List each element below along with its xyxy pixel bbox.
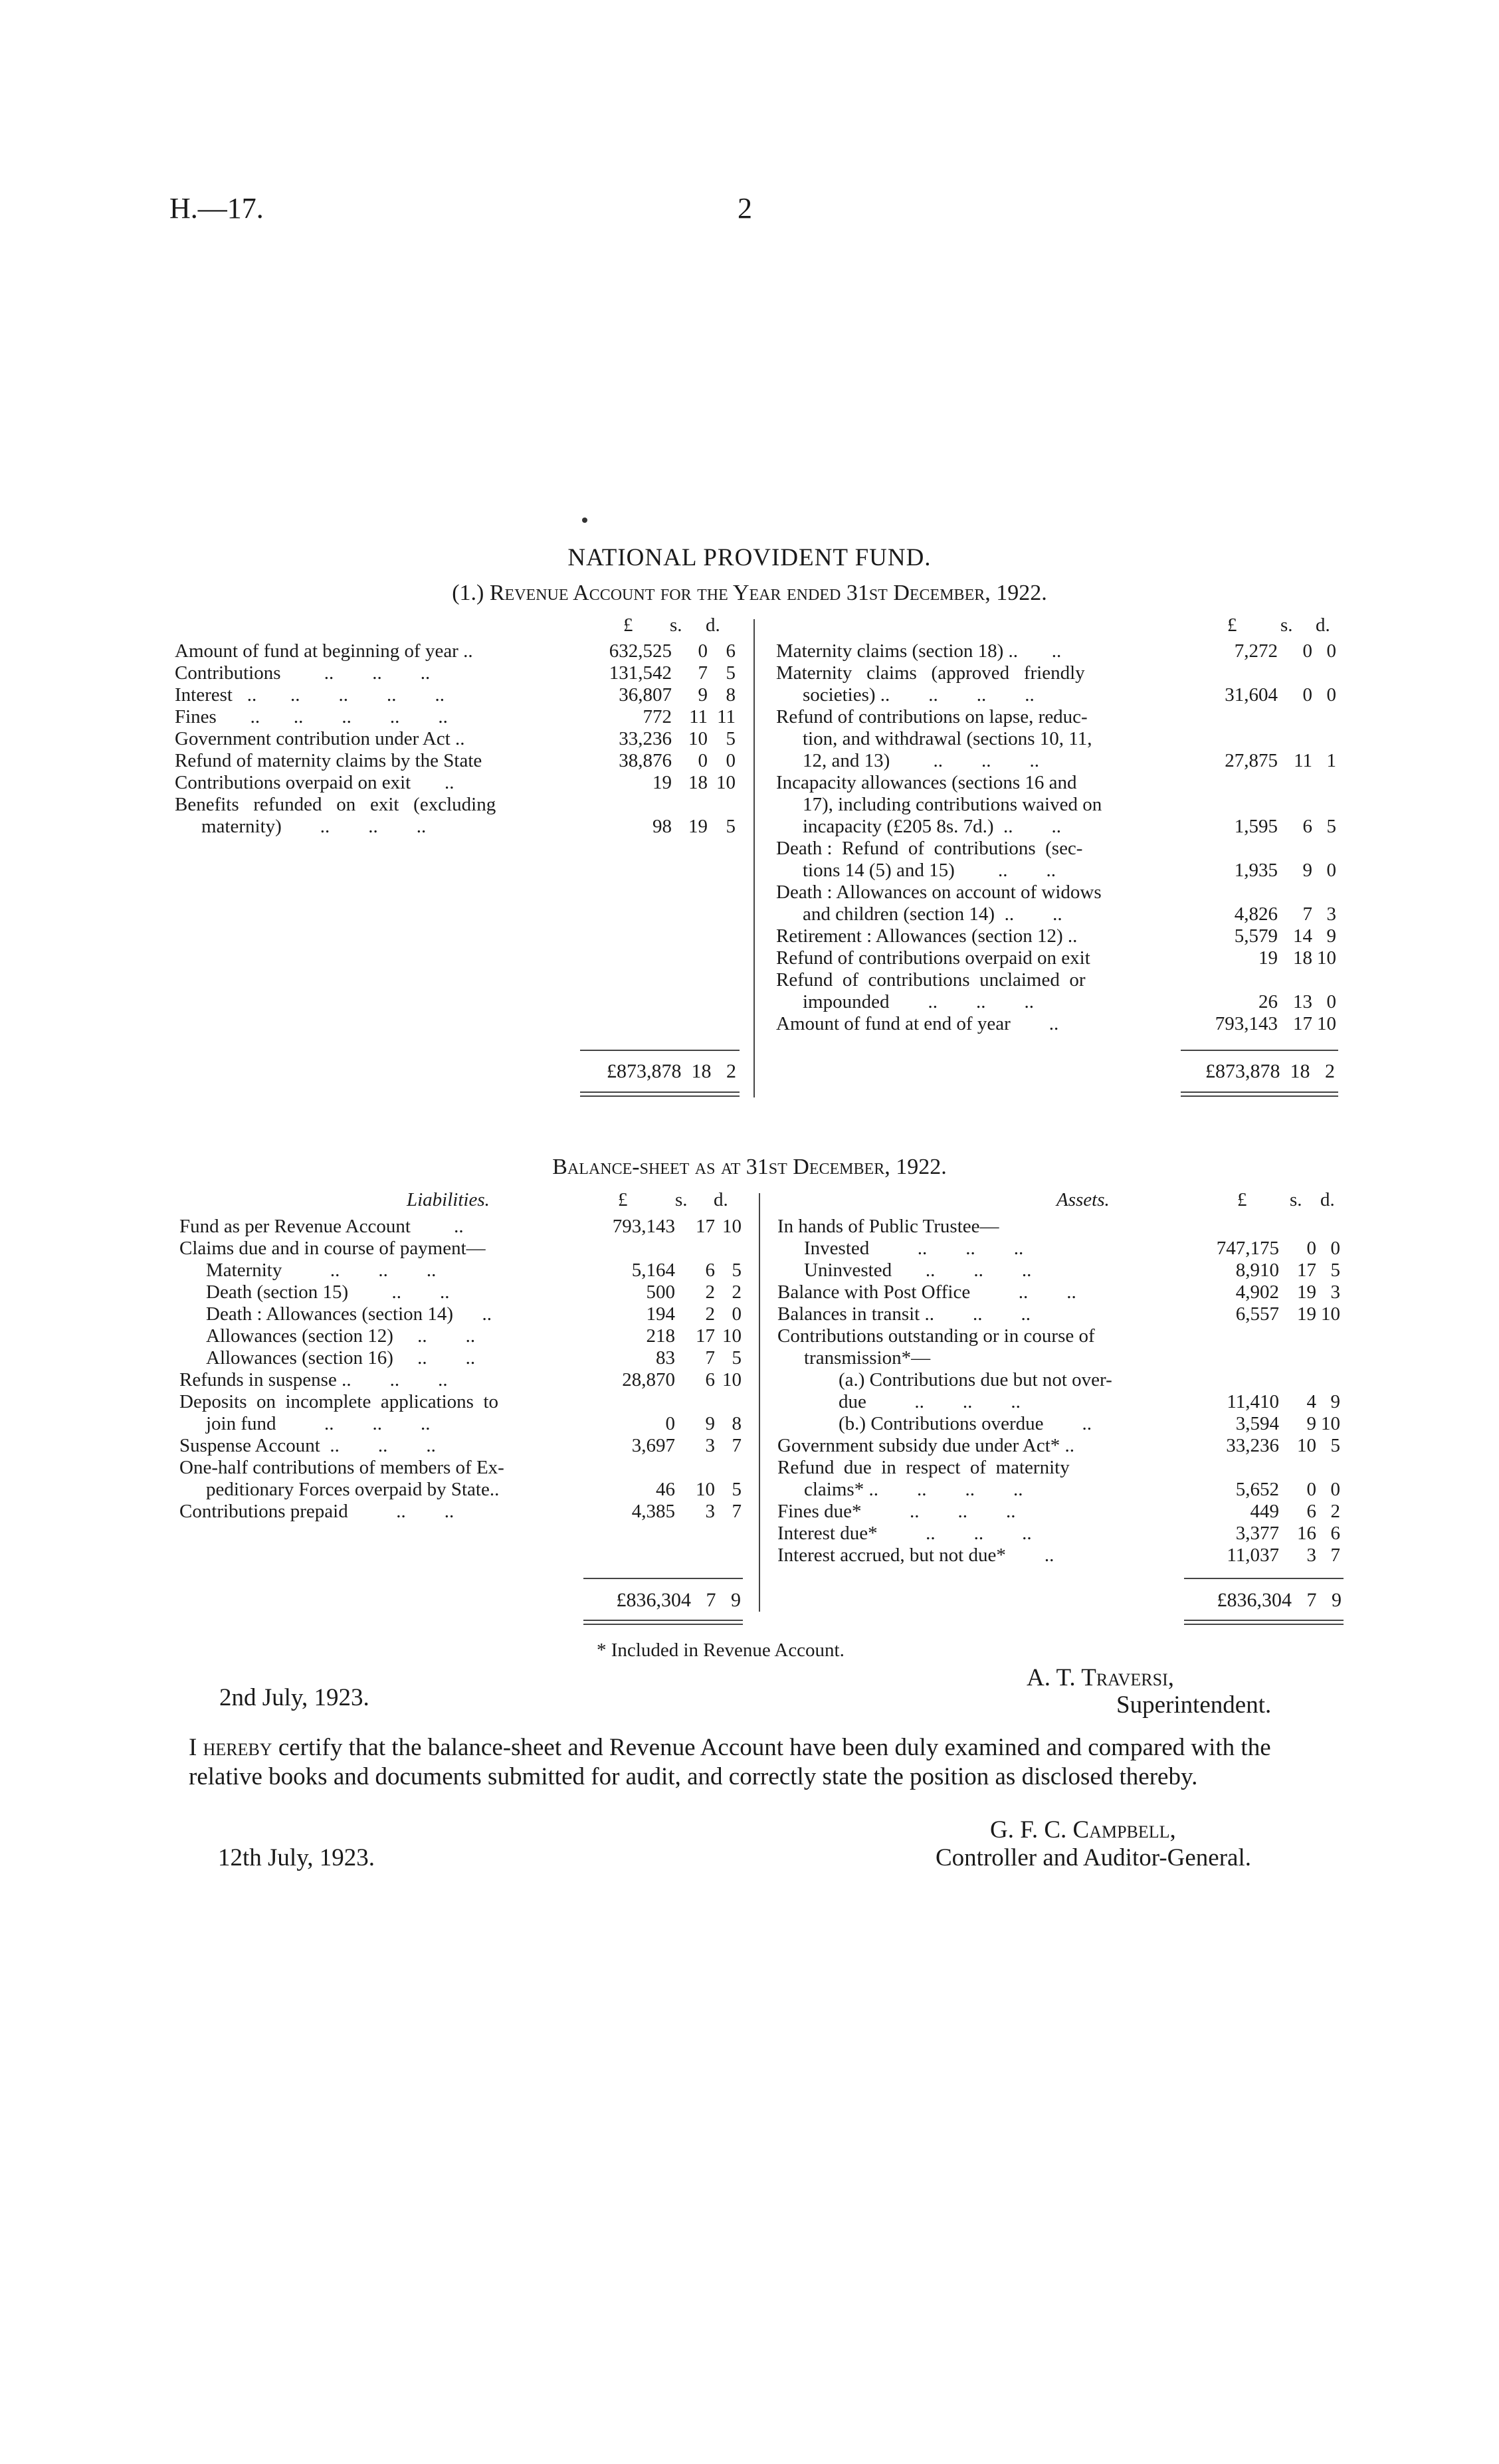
liability-amount-shillings: 9 <box>705 1413 715 1434</box>
asset-amount-pence: 7 <box>1330 1545 1340 1566</box>
balance-left-pound-header: £ <box>618 1189 628 1210</box>
liability-amount-pence: 5 <box>732 1260 742 1281</box>
asset-label: claims* .. .. .. .. <box>804 1479 1023 1500</box>
liability-label: Death (section 15) .. .. <box>206 1281 450 1303</box>
revenue-right-total-double-rule-2 <box>1181 1095 1338 1097</box>
revenue-payment-label: Death : Allowances on account of widows <box>776 882 1102 903</box>
asset-label: Invested .. .. .. <box>804 1238 1024 1259</box>
revenue-payment-row <box>776 772 1334 794</box>
revenue-payment-row <box>776 1013 1334 1035</box>
asset-label: due .. .. .. <box>839 1391 1021 1412</box>
liability-row <box>179 1501 751 1523</box>
signatory-title-2: Controller and Auditor-General. <box>936 1844 1251 1871</box>
revenue-payment-amount-pence: 10 <box>1317 947 1336 969</box>
revenue-receipt-row <box>175 662 746 684</box>
revenue-receipt-label: maternity) .. .. .. <box>201 816 427 837</box>
liability-row <box>179 1260 751 1281</box>
liability-label: peditionary Forces overpaid by State.. <box>206 1479 500 1500</box>
revenue-payment-row <box>776 794 1334 816</box>
asset-amount-pence: 5 <box>1330 1435 1340 1456</box>
revenue-receipt-row <box>175 684 746 706</box>
balance-right-total-rule <box>1184 1578 1344 1579</box>
revenue-payment-label: impounded .. .. .. <box>803 991 1034 1012</box>
audit-certificate <box>189 1733 1348 1792</box>
revenue-payment-row <box>776 662 1334 684</box>
liability-amount-shillings: 6 <box>705 1260 715 1281</box>
asset-row <box>777 1435 1339 1457</box>
revenue-payment-amount-pence: 10 <box>1317 1013 1336 1034</box>
revenue-receipt-amount-shillings: 0 <box>698 750 708 771</box>
revenue-payment-row <box>776 969 1334 991</box>
revenue-payment-label: tions 14 (5) and 15) .. .. <box>803 860 1056 881</box>
liability-amount-pounds: 28,870 <box>622 1369 675 1390</box>
asset-row <box>777 1523 1339 1545</box>
liability-amount-pounds: 218 <box>646 1325 675 1347</box>
revenue-receipt-amount-shillings: 18 <box>688 772 708 793</box>
revenue-payment-amount-pence: 9 <box>1326 925 1336 947</box>
liability-amount-pence: 5 <box>732 1347 742 1369</box>
asset-label: Balance with Post Office .. .. <box>777 1281 1076 1303</box>
revenue-receipt-amount-shillings: 9 <box>698 684 708 706</box>
liability-label: Fund as per Revenue Account .. <box>179 1216 464 1237</box>
liability-amount-pence: 8 <box>732 1413 742 1434</box>
liability-amount-shillings: 2 <box>705 1281 715 1303</box>
balance-right-shilling-header: s. <box>1290 1189 1302 1210</box>
liability-label: Claims due and in course of payment— <box>179 1238 486 1259</box>
revenue-receipt-amount-shillings: 10 <box>688 728 708 749</box>
revenue-receipt-label: Contributions overpaid on exit .. <box>175 772 454 793</box>
revenue-payment-row <box>776 684 1334 706</box>
revenue-receipt-row <box>175 728 746 750</box>
asset-label: Interest accrued, but not due* .. <box>777 1545 1054 1566</box>
liability-amount-pence: 10 <box>722 1216 742 1237</box>
balance-right-total-double-rule-2 <box>1184 1624 1344 1625</box>
revenue-payment-row <box>776 706 1334 728</box>
asset-amount-pence: 10 <box>1321 1303 1340 1325</box>
certificate-lead: I hereby <box>189 1734 272 1761</box>
liability-row <box>179 1238 751 1260</box>
revenue-receipt-amount-pence: 5 <box>726 662 736 684</box>
revenue-receipt-amount-pounds: 131,542 <box>609 662 672 684</box>
revenue-receipt-label: Contributions .. .. .. <box>175 662 431 684</box>
revenue-receipt-row <box>175 750 746 772</box>
revenue-left-total-double-rule-2 <box>580 1095 740 1097</box>
revenue-payment-label: Refund of contributions overpaid on exit <box>776 947 1090 969</box>
asset-amount-pence: 0 <box>1330 1479 1340 1500</box>
liability-amount-shillings: 17 <box>696 1216 715 1237</box>
balance-right-total-double-rule-1 <box>1184 1620 1344 1621</box>
revenue-payment-row <box>776 838 1334 860</box>
asset-amount-pounds: 747,175 <box>1216 1238 1279 1259</box>
revenue-payment-amount-shillings: 14 <box>1293 925 1312 947</box>
balance-left-total-double-rule-2 <box>583 1624 743 1625</box>
revenue-payment-label: Amount of fund at end of year .. <box>776 1013 1059 1034</box>
liability-label: One-half contributions of members of Ex- <box>179 1457 504 1478</box>
revenue-receipt-amount-pounds: 98 <box>652 816 672 837</box>
revenue-receipt-amount-pence: 0 <box>726 750 736 771</box>
revenue-receipt-amount-shillings: 7 <box>698 662 708 684</box>
asset-amount-shillings: 0 <box>1306 1479 1316 1500</box>
revenue-payment-amount-pounds: 7,272 <box>1234 640 1278 662</box>
revenue-payment-amount-pence: 0 <box>1326 991 1336 1012</box>
asset-amount-shillings: 16 <box>1297 1523 1316 1544</box>
revenue-payment-amount-pence: 0 <box>1326 684 1336 706</box>
asset-amount-shillings: 9 <box>1306 1413 1316 1434</box>
liability-amount-shillings: 2 <box>705 1303 715 1325</box>
revenue-payment-row <box>776 925 1334 947</box>
asset-label: In hands of Public Trustee— <box>777 1216 999 1237</box>
revenue-payment-amount-pounds: 26 <box>1258 991 1278 1012</box>
liability-amount-shillings: 3 <box>705 1501 715 1522</box>
revenue-payment-label: Refund of contributions on lapse, reduc- <box>776 706 1088 727</box>
page-title: NATIONAL PROVIDENT FUND. <box>567 544 932 571</box>
revenue-payment-amount-shillings: 0 <box>1302 640 1312 662</box>
revenue-payment-row <box>776 882 1334 903</box>
revenue-payment-label: Refund of contributions unclaimed or <box>776 969 1086 991</box>
liability-label: Allowances (section 12) .. .. <box>206 1325 476 1347</box>
balance-right-pence-header: d. <box>1320 1189 1335 1210</box>
liability-amount-pounds: 3,697 <box>631 1435 675 1456</box>
asset-row <box>777 1303 1339 1325</box>
revenue-receipt-row <box>175 794 746 816</box>
asset-amount-pounds: 3,594 <box>1235 1413 1279 1434</box>
liability-label: Maternity .. .. .. <box>206 1260 437 1281</box>
asset-amount-shillings: 3 <box>1306 1545 1316 1566</box>
revenue-payment-amount-pounds: 1,595 <box>1234 816 1278 837</box>
asset-row <box>777 1260 1339 1281</box>
revenue-payments-table <box>776 640 1334 1035</box>
liability-amount-pence: 0 <box>732 1303 742 1325</box>
asset-amount-shillings: 6 <box>1306 1501 1316 1522</box>
revenue-payment-row <box>776 991 1334 1013</box>
asset-row <box>777 1216 1339 1238</box>
revenue-left-pence-header: d. <box>706 615 720 636</box>
revenue-receipt-amount-pence: 10 <box>716 772 736 793</box>
asset-row <box>777 1347 1339 1369</box>
revenue-payment-amount-pounds: 27,875 <box>1225 750 1278 771</box>
revenue-receipt-row <box>175 640 746 662</box>
asset-row <box>777 1391 1339 1413</box>
asset-row <box>777 1479 1339 1501</box>
asset-label: Refund due in respect of maternity <box>777 1457 1070 1478</box>
asset-amount-pounds: 8,910 <box>1235 1260 1279 1281</box>
assets-table <box>777 1216 1339 1566</box>
liability-row <box>179 1303 751 1325</box>
revenue-receipt-amount-pounds: 33,236 <box>619 728 672 749</box>
revenue-payment-amount-shillings: 17 <box>1293 1013 1312 1034</box>
asset-row <box>777 1501 1339 1523</box>
revenue-payment-label: and children (section 14) .. .. <box>803 903 1062 925</box>
revenue-payment-amount-shillings: 13 <box>1293 991 1312 1012</box>
balance-left-pence-header: d. <box>714 1189 728 1210</box>
revenue-payment-row <box>776 903 1334 925</box>
liability-row <box>179 1369 751 1391</box>
asset-row <box>777 1413 1339 1435</box>
liability-amount-pounds: 83 <box>656 1347 675 1369</box>
liability-amount-pence: 5 <box>732 1479 742 1500</box>
asset-row <box>777 1369 1339 1391</box>
liability-row <box>179 1347 751 1369</box>
liability-row <box>179 1457 751 1479</box>
liability-amount-pence: 7 <box>732 1435 742 1456</box>
balance-left-shilling-header: s. <box>675 1189 688 1210</box>
revenue-payment-amount-shillings: 6 <box>1302 816 1312 837</box>
revenue-receipt-row <box>175 816 746 838</box>
revenue-receipts-table <box>175 640 746 838</box>
asset-amount-shillings: 4 <box>1306 1391 1316 1412</box>
revenue-account-title: (1.) Revenue Account for the Year ended 31st December, 1922. <box>452 581 1047 605</box>
revenue-payment-amount-pence: 1 <box>1326 750 1336 771</box>
revenue-left-shilling-header: s. <box>670 615 682 636</box>
revenue-payment-label: societies) .. .. .. .. <box>803 684 1035 706</box>
liability-amount-pounds: 500 <box>646 1281 675 1303</box>
revenue-receipt-amount-pence: 11 <box>717 706 736 727</box>
asset-amount-shillings: 0 <box>1306 1238 1316 1259</box>
revenue-receipt-label: Amount of fund at beginning of year .. <box>175 640 473 662</box>
asset-label: (b.) Contributions overdue .. <box>839 1413 1092 1434</box>
liability-amount-pounds: 5,164 <box>631 1260 675 1281</box>
page-number: 2 <box>738 192 752 225</box>
asset-amount-pence: 3 <box>1330 1281 1340 1303</box>
revenue-column-divider <box>753 619 755 1097</box>
revenue-payment-amount-pounds: 19 <box>1258 947 1278 969</box>
asset-amount-pence: 2 <box>1330 1501 1340 1522</box>
liability-label: Refunds in suspense .. .. .. <box>179 1369 448 1390</box>
asset-label: Government subsidy due under Act* .. <box>777 1435 1075 1456</box>
revenue-receipt-label: Fines .. .. .. .. .. <box>175 706 448 727</box>
revenue-receipt-amount-pence: 5 <box>726 728 736 749</box>
revenue-receipt-amount-pounds: 632,525 <box>609 640 672 662</box>
liability-label: Death : Allowances (section 14) .. <box>206 1303 492 1325</box>
liability-row <box>179 1325 751 1347</box>
revenue-right-total-double-rule-1 <box>1181 1091 1338 1093</box>
asset-amount-pounds: 11,410 <box>1227 1391 1279 1412</box>
asset-amount-pounds: 3,377 <box>1235 1523 1279 1544</box>
liability-label: Contributions prepaid .. .. <box>179 1501 454 1522</box>
asset-amount-pence: 10 <box>1321 1413 1340 1434</box>
document-reference: H.—17. <box>169 192 264 225</box>
revenue-payment-row <box>776 640 1334 662</box>
revenue-payment-label: Death : Refund of contributions (sec- <box>776 838 1083 859</box>
liability-amount-shillings: 7 <box>705 1347 715 1369</box>
liability-row <box>179 1435 751 1457</box>
footnote: * Included in Revenue Account. <box>597 1640 845 1661</box>
ink-dot <box>582 518 587 523</box>
liability-amount-pounds: 46 <box>656 1479 675 1500</box>
revenue-payment-row <box>776 750 1334 772</box>
revenue-receipt-amount-shillings: 0 <box>698 640 708 662</box>
balance-left-total: £836,304 7 9 <box>616 1589 741 1611</box>
liability-amount-shillings: 6 <box>705 1369 715 1390</box>
signatory-name-1: A. T. Traversi, <box>1027 1664 1174 1691</box>
asset-amount-shillings: 19 <box>1297 1281 1316 1303</box>
liability-label: Allowances (section 16) .. .. <box>206 1347 476 1369</box>
revenue-payment-amount-shillings: 9 <box>1302 860 1312 881</box>
revenue-receipt-amount-pounds: 38,876 <box>619 750 672 771</box>
revenue-right-pence-header: d. <box>1316 615 1330 636</box>
asset-label: Interest due* .. .. .. <box>777 1523 1032 1544</box>
balance-right-pound-header: £ <box>1237 1189 1247 1210</box>
asset-amount-shillings: 17 <box>1297 1260 1316 1281</box>
asset-row <box>777 1238 1339 1260</box>
asset-amount-pounds: 5,652 <box>1235 1479 1279 1500</box>
balance-sheet-title: Balance-sheet as at 31st December, 1922. <box>552 1155 947 1179</box>
balance-left-total-double-rule-1 <box>583 1620 743 1621</box>
asset-label: Uninvested .. .. .. <box>804 1260 1032 1281</box>
revenue-receipt-amount-pounds: 19 <box>652 772 672 793</box>
signature-date-1: 2nd July, 1923. <box>219 1684 369 1711</box>
signature-date-2: 12th July, 1923. <box>218 1844 375 1871</box>
revenue-receipt-label: Benefits refunded on exit (excluding <box>175 794 496 815</box>
asset-label: transmission*— <box>804 1347 931 1369</box>
assets-heading: Assets. <box>1056 1189 1110 1210</box>
revenue-payment-amount-pence: 3 <box>1326 903 1336 925</box>
liability-row <box>179 1216 751 1238</box>
revenue-receipt-row <box>175 706 746 728</box>
asset-amount-pence: 5 <box>1330 1260 1340 1281</box>
revenue-payment-label: Maternity claims (section 18) .. .. <box>776 640 1062 662</box>
revenue-right-pound-header: £ <box>1227 615 1237 636</box>
asset-amount-pounds: 33,236 <box>1226 1435 1279 1456</box>
liability-amount-pence: 10 <box>722 1369 742 1390</box>
revenue-right-total-rule <box>1181 1050 1338 1051</box>
revenue-payment-label: tion, and withdrawal (sections 10, 11, <box>803 728 1092 749</box>
revenue-receipt-label: Refund of maternity claims by the State <box>175 750 482 771</box>
liability-label: Deposits on incomplete applications to <box>179 1391 499 1412</box>
revenue-payment-amount-shillings: 11 <box>1294 750 1312 771</box>
asset-row <box>777 1545 1339 1566</box>
revenue-left-total-rule <box>580 1050 740 1051</box>
liability-row <box>179 1479 751 1501</box>
asset-amount-pounds: 6,557 <box>1235 1303 1279 1325</box>
revenue-receipt-row <box>175 772 746 794</box>
asset-amount-pence: 6 <box>1330 1523 1340 1544</box>
liability-amount-pounds: 194 <box>646 1303 675 1325</box>
revenue-left-total: £873,878 18 2 <box>607 1060 736 1082</box>
liability-amount-shillings: 10 <box>696 1479 715 1500</box>
asset-row <box>777 1457 1339 1479</box>
signatory-title-1: Superintendent. <box>1116 1691 1272 1719</box>
liability-label: Suspense Account .. .. .. <box>179 1435 436 1456</box>
revenue-payment-amount-pence: 0 <box>1326 860 1336 881</box>
balance-column-divider <box>759 1193 760 1612</box>
asset-amount-shillings: 19 <box>1297 1303 1316 1325</box>
revenue-left-pound-header: £ <box>623 615 633 636</box>
revenue-receipt-amount-pence: 6 <box>726 640 736 662</box>
revenue-payment-amount-shillings: 7 <box>1302 903 1312 925</box>
revenue-payment-label: Maternity claims (approved friendly <box>776 662 1085 684</box>
balance-right-total: £836,304 7 9 <box>1217 1589 1342 1611</box>
asset-label: Balances in transit .. .. .. <box>777 1303 1031 1325</box>
liability-amount-pence: 10 <box>722 1325 742 1347</box>
asset-label: (a.) Contributions due but not over- <box>839 1369 1112 1390</box>
liability-amount-pence: 2 <box>732 1281 742 1303</box>
liability-amount-shillings: 3 <box>705 1435 715 1456</box>
revenue-payment-amount-pounds: 1,935 <box>1234 860 1278 881</box>
revenue-payment-amount-pence: 5 <box>1326 816 1336 837</box>
revenue-right-shilling-header: s. <box>1280 615 1293 636</box>
revenue-receipt-amount-pence: 8 <box>726 684 736 706</box>
liability-amount-pounds: 793,143 <box>612 1216 675 1237</box>
liability-row <box>179 1391 751 1413</box>
asset-label: Contributions outstanding or in course of <box>777 1325 1095 1347</box>
asset-label: Fines due* .. .. .. <box>777 1501 1016 1522</box>
revenue-receipt-amount-shillings: 11 <box>689 706 708 727</box>
revenue-payment-row <box>776 728 1334 750</box>
revenue-payment-amount-pounds: 5,579 <box>1234 925 1278 947</box>
revenue-receipt-label: Government contribution under Act .. <box>175 728 465 749</box>
revenue-payment-amount-pence: 0 <box>1326 640 1336 662</box>
revenue-payment-label: Incapacity allowances (sections 16 and <box>776 772 1077 793</box>
revenue-payment-amount-shillings: 18 <box>1293 947 1312 969</box>
liability-row <box>179 1413 751 1435</box>
asset-amount-shillings: 10 <box>1297 1435 1316 1456</box>
revenue-payment-row <box>776 947 1334 969</box>
liability-amount-pounds: 4,385 <box>631 1501 675 1522</box>
asset-amount-pounds: 11,037 <box>1227 1545 1279 1566</box>
asset-row <box>777 1325 1339 1347</box>
revenue-payment-label: Retirement : Allowances (section 12) .. <box>776 925 1078 947</box>
revenue-payment-label: 12, and 13) .. .. .. <box>803 750 1040 771</box>
revenue-payment-amount-pounds: 793,143 <box>1215 1013 1278 1034</box>
revenue-payment-amount-shillings: 0 <box>1302 684 1312 706</box>
revenue-payment-amount-pounds: 31,604 <box>1225 684 1278 706</box>
balance-left-total-rule <box>583 1578 743 1579</box>
revenue-receipt-label: Interest .. .. .. .. .. <box>175 684 445 706</box>
liability-amount-pounds: 0 <box>665 1413 675 1434</box>
revenue-payment-row <box>776 816 1334 838</box>
revenue-receipt-amount-shillings: 19 <box>688 816 708 837</box>
liability-row <box>179 1281 751 1303</box>
revenue-receipt-amount-pence: 5 <box>726 816 736 837</box>
signatory-name-2: G. F. C. Campbell, <box>990 1816 1176 1844</box>
revenue-payment-label: 17), including contributions waived on <box>803 794 1102 815</box>
revenue-payment-label: incapacity (£205 8s. 7d.) .. .. <box>803 816 1062 837</box>
liability-amount-pence: 7 <box>732 1501 742 1522</box>
asset-row <box>777 1281 1339 1303</box>
certificate-body: certify that the balance-sheet and Revenue Account have been duly examined and compared with the relative books and documents submitted for audit, and correctly state the position as disclosed thereby. <box>189 1734 1271 1790</box>
asset-amount-pounds: 4,902 <box>1235 1281 1279 1303</box>
asset-amount-pounds: 449 <box>1250 1501 1279 1522</box>
revenue-receipt-amount-pounds: 772 <box>643 706 672 727</box>
liability-label: join fund .. .. .. <box>206 1413 431 1434</box>
revenue-left-total-double-rule-1 <box>580 1091 740 1093</box>
revenue-receipt-amount-pounds: 36,807 <box>619 684 672 706</box>
liabilities-heading: Liabilities. <box>407 1189 490 1210</box>
liabilities-table <box>179 1216 751 1523</box>
revenue-payment-amount-pounds: 4,826 <box>1234 903 1278 925</box>
liability-amount-shillings: 17 <box>696 1325 715 1347</box>
asset-amount-pence: 9 <box>1330 1391 1340 1412</box>
revenue-right-total: £873,878 18 2 <box>1205 1060 1335 1082</box>
revenue-payment-row <box>776 860 1334 882</box>
asset-amount-pence: 0 <box>1330 1238 1340 1259</box>
